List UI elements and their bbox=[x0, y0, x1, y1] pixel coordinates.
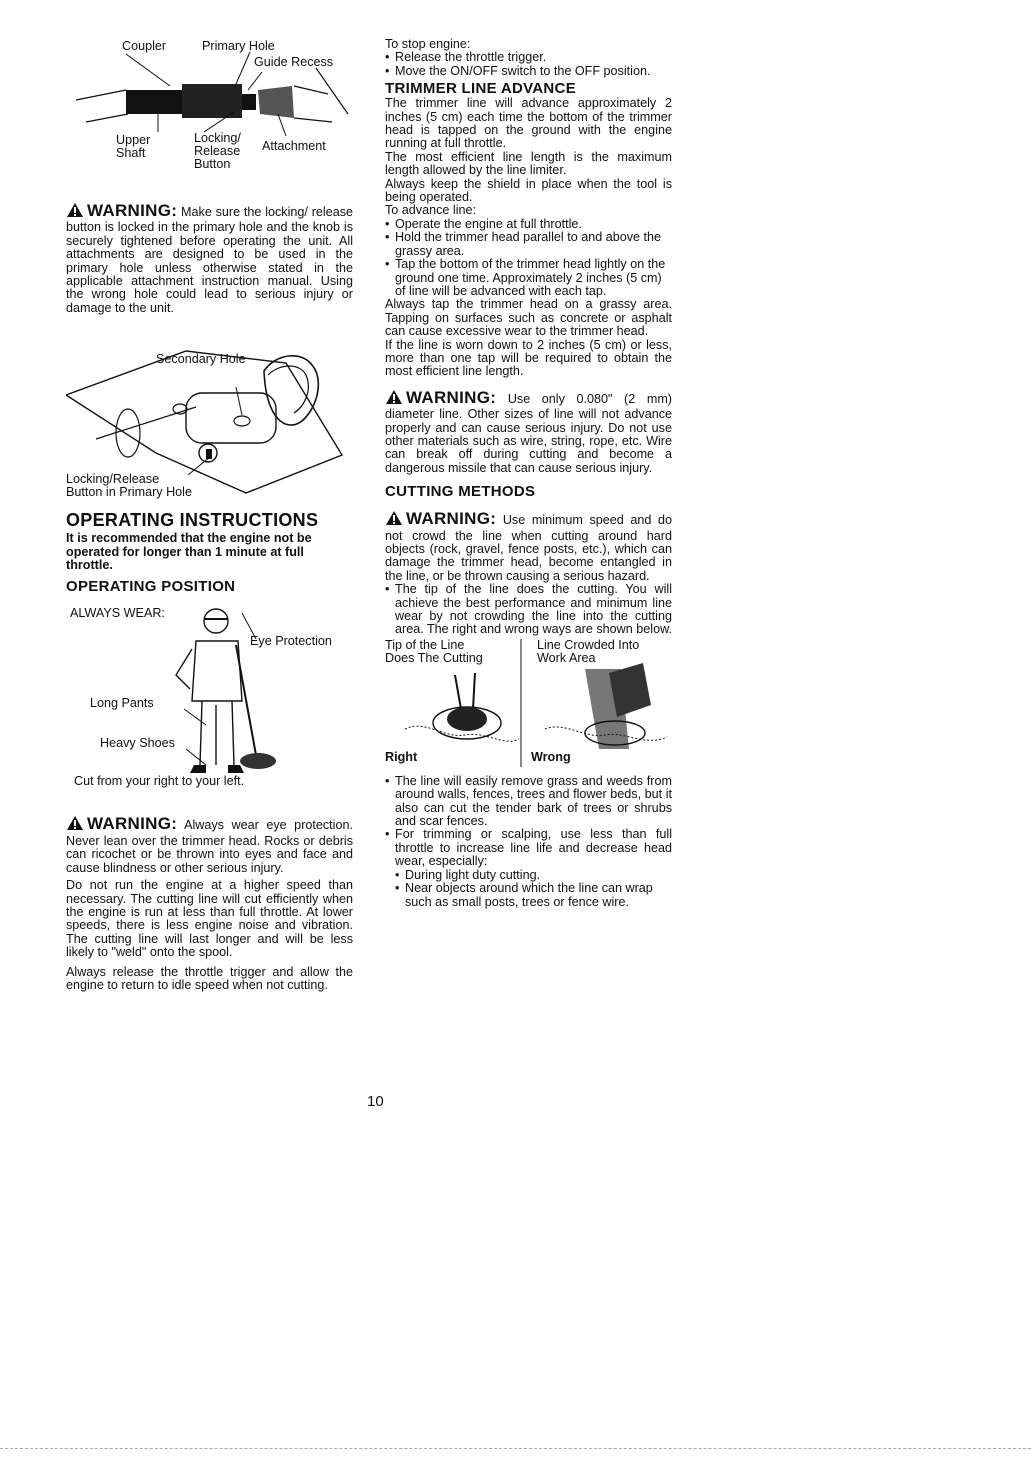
stop-engine-list bbox=[385, 51, 672, 78]
warning-label: WARNING: bbox=[87, 201, 178, 220]
label-always-wear: ALWAYS WEAR: bbox=[70, 606, 165, 621]
warning-label: WARNING: bbox=[406, 509, 497, 529]
paragraph-release-throttle: Always release the throttle trigger and allow the engine to return to idle speed when not cutting. bbox=[66, 964, 353, 992]
trimmer-line-paragraph-6: If the line is worn down to 2 inches (5 cm) or less, more than one tap will be required to obtain the most efficient line length. bbox=[385, 337, 672, 379]
coupler-figure bbox=[66, 38, 353, 190]
label-locking-button-primary: Locking/Release Button in Primary Hole bbox=[66, 472, 192, 500]
warning-triangle-icon bbox=[385, 510, 403, 529]
label-upper-shaft: Upper Shaft bbox=[116, 133, 151, 160]
warning-text: Use minimum speed and do not crowd the line when cutting around hard objects (rock, gravel, fence posts, etc.), which can damage the trimmer head, become entangled in the line, or be thrown causing a serious hazard. bbox=[385, 513, 672, 583]
label-guide-recess: Guide Recess bbox=[254, 55, 334, 69]
section-heading-operating-instructions: OPERATING INSTRUCTIONS bbox=[66, 510, 319, 531]
advance-line-list bbox=[385, 218, 672, 298]
paragraph-engine-speed: Do not run the engine at a higher speed than necessary. The cutting line will cut efficiently when the engine is run at less than full throttle. At lower speeds, there is less engine noise and vibration. The cutting line will last longer and will be less likely to "weld" onto the spool. bbox=[66, 878, 353, 960]
left-column bbox=[66, 38, 353, 992]
list-item: • The line will easily remove grass and weeds from around walls, fences, trees and flower beds, but it also can cut the tender bark of trees or shrubs and scar fences. bbox=[385, 775, 672, 829]
list-item: • Move the ON/OFF switch to the OFF position. bbox=[385, 65, 672, 78]
list-item: • Tap the bottom of the trimmer head lightly on the ground one time. Approximately 2 inches (5 cm) of line will be advanced with each tap. bbox=[385, 258, 672, 298]
label-long-pants: Long Pants bbox=[90, 696, 154, 711]
warning-block-1 bbox=[66, 202, 353, 315]
right-column bbox=[385, 38, 672, 909]
section-heading-trimmer-line-advance: TRIMMER LINE ADVANCE bbox=[385, 80, 576, 98]
trimmer-line-paragraph-3: Always keep the shield in place when the tool is being operated. bbox=[385, 176, 672, 205]
cutting-methods-list-continued bbox=[385, 775, 672, 869]
cutting-comparison-figure bbox=[385, 639, 672, 771]
page-number: 10 bbox=[367, 1093, 384, 1110]
warning-block-4 bbox=[385, 510, 672, 583]
stop-engine-intro: To stop engine: bbox=[385, 37, 471, 51]
warning-triangle-icon bbox=[66, 815, 84, 834]
bottom-divider bbox=[0, 1448, 1031, 1449]
label-eye-protection: Eye Protection bbox=[250, 634, 332, 649]
list-item: • Hold the trimmer head parallel to and above the grassy area. bbox=[385, 231, 672, 258]
warning-label: WARNING: bbox=[87, 814, 178, 834]
label-locking-release: Locking/ Release Button bbox=[194, 131, 241, 171]
warning-block-2 bbox=[66, 815, 353, 875]
trimmer-line-paragraph-2: The most efficient line length is the maximum length allowed by the line limiter. bbox=[385, 149, 672, 178]
trimmer-line-paragraph-1: The trimmer line will advance approximately 2 inches (5 cm) each time the bottom of the trimmer head is tapped on the ground with the engine running at full throttle. bbox=[385, 96, 672, 151]
list-item: • Operate the engine at full throttle. bbox=[385, 218, 672, 231]
list-item: • Near objects around which the line can wrap such as small posts, trees or fence wire. bbox=[395, 882, 672, 909]
label-primary-hole: Primary Hole bbox=[202, 39, 275, 53]
cutting-methods-sublist bbox=[385, 869, 672, 909]
label-wrong: Wrong bbox=[531, 749, 571, 764]
warning-label: WARNING: bbox=[406, 387, 497, 407]
section-heading-cutting-methods: CUTTING METHODS bbox=[385, 483, 536, 501]
label-secondary-hole: Secondary Hole bbox=[156, 352, 246, 367]
warning-text: Use only 0.080" (2 mm) diameter line. Other sizes of line will not advance properly and can cause serious injury. Do not use other materials such as wire, string, rope, etc. Wire can break off during cutting and become a dangerous missile that can cause serious injury. bbox=[385, 391, 673, 475]
list-item: • For trimming or scalping, use less than full throttle to increase line life and decrease head wear, especially: bbox=[385, 828, 672, 868]
operating-recommendation: It is recommended that the engine not be operated for longer than 1 minute at full throttle. bbox=[66, 531, 312, 573]
list-item: • During light duty cutting. bbox=[395, 869, 672, 882]
trimmer-line-paragraph-5: Always tap the trimmer head on a grassy area. Tapping on surfaces such as concrete or asphalt can cause excessive wear to the trimmer head. bbox=[385, 297, 672, 339]
label-coupler: Coupler bbox=[122, 39, 167, 53]
trimmer-line-paragraph-4: To advance line: bbox=[385, 203, 477, 218]
label-right: Right bbox=[385, 749, 418, 764]
warning-text: Always wear eye protection. Never lean over the trimmer head. Rocks or debris can ricochet or be thrown into eyes and face and cause blindness or other serious injury. bbox=[66, 818, 353, 875]
caption-wrong-method: Line Crowded Into Work Area bbox=[537, 637, 640, 665]
label-attachment: Attachment bbox=[262, 139, 326, 153]
section-heading-operating-position: OPERATING POSITION bbox=[66, 578, 236, 596]
warning-triangle-icon bbox=[66, 202, 84, 221]
label-heavy-shoes: Heavy Shoes bbox=[100, 736, 175, 751]
warning-text: Make sure the locking/ release button is locked in the primary hole and the knob is securely tightened before operating the unit. All attachments are designed to be used in the primary hole unless otherwise stated in the applicable attachment instruction manual. Using the wrong hole could lead to serious injury or damage to the unit. bbox=[66, 205, 353, 315]
operating-position-figure bbox=[66, 605, 353, 789]
list-item: • Release the throttle trigger. bbox=[385, 51, 672, 64]
list-item: • The tip of the line does the cutting. You will achieve the best performance and minimum line wear by not crowding the line into the cutting area. The right and wrong ways are shown below. bbox=[385, 583, 672, 637]
caption-right-method: Tip of the Line Does The Cutting bbox=[385, 637, 483, 665]
label-cut-direction: Cut from your right to your left. bbox=[74, 774, 245, 789]
secondary-hole-figure bbox=[66, 323, 353, 501]
warning-triangle-icon bbox=[385, 389, 403, 408]
cutting-methods-list bbox=[385, 583, 672, 637]
warning-block-3 bbox=[385, 389, 672, 475]
